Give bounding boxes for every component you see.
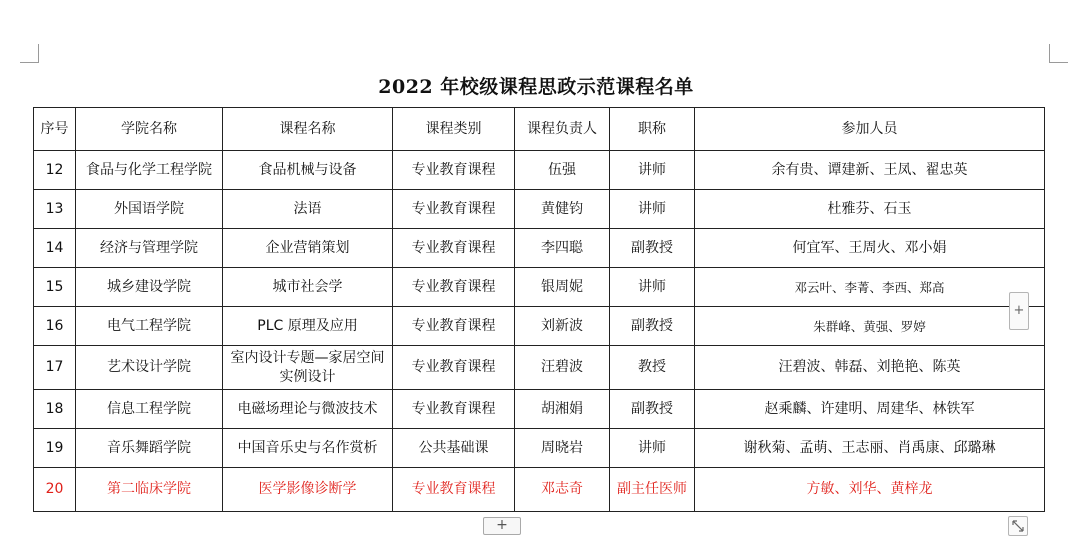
cell-category: 专业教育课程 bbox=[393, 151, 515, 190]
table-row bbox=[34, 307, 1045, 346]
cell-college: 音乐舞蹈学院 bbox=[76, 429, 223, 468]
cell-college: 食品与化学工程学院 bbox=[76, 151, 223, 190]
cell-course: 法语 bbox=[223, 190, 393, 229]
header-members: 参加人员 bbox=[695, 108, 1045, 151]
cell-course: 企业营销策划 bbox=[223, 229, 393, 268]
cell-lead: 黄健钧 bbox=[515, 190, 610, 229]
cell-no: 18 bbox=[34, 390, 76, 429]
header-no: 序号 bbox=[34, 108, 76, 151]
header-lead: 课程负责人 bbox=[515, 108, 610, 151]
cell-no: 17 bbox=[34, 346, 76, 390]
cell-members: 朱群峰、黄强、罗婷 bbox=[695, 307, 1045, 346]
cell-members: 汪碧波、韩磊、刘艳艳、陈英 bbox=[695, 346, 1045, 390]
table-resize-handle[interactable] bbox=[1008, 516, 1028, 536]
cell-college: 城乡建设学院 bbox=[76, 268, 223, 307]
cell-lead: 刘新波 bbox=[515, 307, 610, 346]
cell-members: 方敏、刘华、黄梓龙 bbox=[695, 468, 1045, 512]
cell-course: 城市社会学 bbox=[223, 268, 393, 307]
cell-members: 谢秋菊、孟萌、王志丽、肖禹康、邱璐琳 bbox=[695, 429, 1045, 468]
cell-course: 中国音乐史与名作赏析 bbox=[223, 429, 393, 468]
cell-college: 艺术设计学院 bbox=[76, 346, 223, 390]
cell-members: 何宜军、王周火、邓小娟 bbox=[695, 229, 1045, 268]
cell-members: 邓云叶、李菁、李西、郑高 bbox=[695, 268, 1045, 307]
cell-category: 专业教育课程 bbox=[393, 390, 515, 429]
add-row-button[interactable]: + bbox=[483, 517, 521, 535]
table-row bbox=[34, 268, 1045, 307]
cell-lead: 周晓岩 bbox=[515, 429, 610, 468]
cell-title: 副主任医师 bbox=[610, 468, 695, 512]
cell-title: 教授 bbox=[610, 346, 695, 390]
cell-college: 外国语学院 bbox=[76, 190, 223, 229]
cell-college: 信息工程学院 bbox=[76, 390, 223, 429]
cell-lead: 银周妮 bbox=[515, 268, 610, 307]
page-corner-mark-top-right bbox=[1049, 44, 1068, 63]
cell-category: 专业教育课程 bbox=[393, 268, 515, 307]
table-row bbox=[34, 390, 1045, 429]
cell-no: 16 bbox=[34, 307, 76, 346]
table-row bbox=[34, 429, 1045, 468]
cell-lead: 李四聪 bbox=[515, 229, 610, 268]
table-row bbox=[34, 346, 1045, 390]
document-title: 2022 年校级课程思政示范课程名单 bbox=[378, 76, 694, 98]
add-column-button[interactable]: + bbox=[1009, 292, 1029, 330]
cell-college: 第二临床学院 bbox=[76, 468, 223, 512]
header-title: 职称 bbox=[610, 108, 695, 151]
resize-arrows-icon bbox=[1009, 517, 1027, 535]
cell-no: 20 bbox=[34, 468, 76, 512]
cell-college: 电气工程学院 bbox=[76, 307, 223, 346]
cell-members: 杜雅芬、石玉 bbox=[695, 190, 1045, 229]
cell-lead: 汪碧波 bbox=[515, 346, 610, 390]
cell-course: 电磁场理论与微波技术 bbox=[223, 390, 393, 429]
table-row bbox=[34, 190, 1045, 229]
cell-title: 副教授 bbox=[610, 307, 695, 346]
header-college: 学院名称 bbox=[76, 108, 223, 151]
table-row-highlighted bbox=[34, 468, 1045, 512]
cell-no: 19 bbox=[34, 429, 76, 468]
cell-members: 赵乘麟、许建明、周建华、林铁军 bbox=[695, 390, 1045, 429]
cell-lead: 伍强 bbox=[515, 151, 610, 190]
cell-course: 医学影像诊断学 bbox=[223, 468, 393, 512]
cell-lead: 胡湘娟 bbox=[515, 390, 610, 429]
cell-course: PLC 原理及应用 bbox=[223, 307, 393, 346]
cell-title: 副教授 bbox=[610, 229, 695, 268]
cell-no: 12 bbox=[34, 151, 76, 190]
cell-college: 经济与管理学院 bbox=[76, 229, 223, 268]
cell-members: 余有贵、谭建新、王凤、翟忠英 bbox=[695, 151, 1045, 190]
header-course: 课程名称 bbox=[223, 108, 393, 151]
cell-category: 公共基础课 bbox=[393, 429, 515, 468]
table-row bbox=[34, 229, 1045, 268]
cell-lead: 邓志奇 bbox=[515, 468, 610, 512]
cell-no: 14 bbox=[34, 229, 76, 268]
cell-title: 讲师 bbox=[610, 429, 695, 468]
page-corner-mark-top-left bbox=[20, 44, 39, 63]
header-category: 课程类别 bbox=[393, 108, 515, 151]
cell-course: 室内设计专题—家居空间实例设计 bbox=[223, 346, 393, 390]
cell-no: 13 bbox=[34, 190, 76, 229]
course-roster-table bbox=[33, 107, 1045, 512]
cell-title: 副教授 bbox=[610, 390, 695, 429]
cell-title: 讲师 bbox=[610, 151, 695, 190]
table-row bbox=[34, 151, 1045, 190]
cell-title: 讲师 bbox=[610, 190, 695, 229]
cell-title: 讲师 bbox=[610, 268, 695, 307]
table-header-row bbox=[34, 108, 1045, 151]
cell-category: 专业教育课程 bbox=[393, 229, 515, 268]
cell-no: 15 bbox=[34, 268, 76, 307]
cell-category: 专业教育课程 bbox=[393, 468, 515, 512]
cell-category: 专业教育课程 bbox=[393, 307, 515, 346]
cell-category: 专业教育课程 bbox=[393, 190, 515, 229]
cell-category: 专业教育课程 bbox=[393, 346, 515, 390]
cell-course: 食品机械与设备 bbox=[223, 151, 393, 190]
